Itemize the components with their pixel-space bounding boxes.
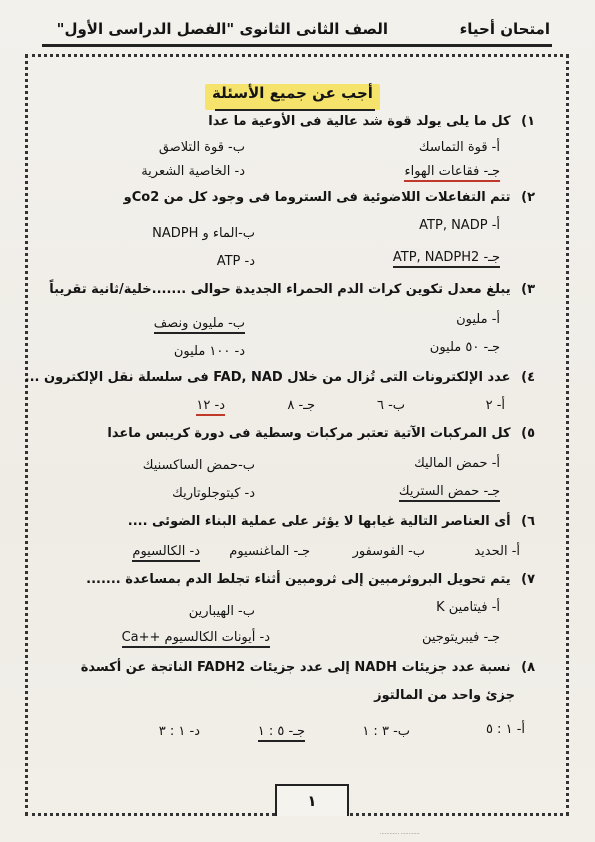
q4-option-b[interactable]: ب- ٦ <box>376 398 405 413</box>
question-text: يبلغ معدل تكوين كرات الدم الحمراء الجديدة حوالى .......خلية/ثانية تقريباً <box>49 282 511 297</box>
q8-option-d[interactable]: د- ١ : ٣ <box>158 724 200 739</box>
grade-title <box>57 20 388 38</box>
q3-option-c[interactable]: جـ- ٥٠ مليون <box>429 340 500 355</box>
question-text: نسبة عدد جزيئات NADH إلى عدد جزيئات FADH2 الناتجة عن أكسدة <box>80 660 511 675</box>
q7-option-d[interactable] <box>122 630 270 645</box>
question-number: ٤) <box>521 370 535 385</box>
question-text: أى العناصر التالية غيابها لا يؤثر على عملية البناء الضوئى .... <box>127 514 511 529</box>
answer-underline: جـ- ٥ : ١ <box>258 724 305 742</box>
q1-option-d[interactable]: د- الخاصية الشعرية <box>141 164 245 179</box>
question-8 <box>81 660 535 675</box>
instruction-banner: أجب عن جميع الأسئلة <box>205 84 380 110</box>
q6-option-c[interactable]: جـ- الماغنسيوم <box>229 544 310 559</box>
q4-option-d[interactable] <box>196 398 225 413</box>
question-text: تتم التفاعلات اللاضوئية فى الستروما فى وجود كل من Co2و <box>123 190 511 205</box>
question-text: كل ما يلى يولد قوة شد عالية فى الأوعية ما عدا <box>208 114 511 129</box>
question-8-continued: جزئ واحد من المالتوز <box>374 688 515 703</box>
question-text: عدد الإلكترونات التى تُزال من خلال FAD, NAD فى سلسلة نقل الإلكترون ... <box>24 370 511 385</box>
question-number: ٣) <box>521 282 535 297</box>
answer-underline: جـ- حمض الستريك <box>399 484 500 502</box>
q8-option-c[interactable] <box>258 724 305 739</box>
question-number: ٨) <box>521 660 535 675</box>
q6-option-b[interactable]: ب- الفوسفور <box>352 544 425 559</box>
q2-option-d[interactable]: د- ATP <box>216 254 255 269</box>
answer-underline: د- الكالسيوم <box>132 544 200 562</box>
footer-text: ............ ............ <box>380 830 420 836</box>
q2-option-c[interactable] <box>393 250 500 265</box>
header-divider <box>42 44 552 47</box>
question-number: ٢) <box>521 190 535 205</box>
q7-option-b[interactable]: ب- الهيبارين <box>188 604 255 619</box>
answer-underline: جـ- فقاعات الهواء <box>404 164 500 182</box>
question-number: ٦) <box>521 514 535 529</box>
question-1 <box>208 114 535 129</box>
q6-option-a[interactable]: أ- الحديد <box>474 544 520 559</box>
q3-option-d[interactable]: د- ١٠٠ مليون <box>173 344 245 359</box>
q5-option-b[interactable]: ب-حمض الساكسنيك <box>142 458 255 473</box>
q8-option-a[interactable]: أ- ١ : ٥ <box>485 722 525 737</box>
q4-option-c[interactable]: جـ- ٨ <box>287 398 315 413</box>
question-4 <box>25 370 535 385</box>
q1-option-b[interactable]: ب- قوة التلاصق <box>158 140 245 155</box>
q4-option-a[interactable]: أ- ٢ <box>485 398 505 413</box>
question-6 <box>128 514 535 529</box>
exam-brand: امتحان أحياء <box>459 20 550 38</box>
q1-option-a[interactable]: أ- قوة التماسك <box>418 140 500 155</box>
instruction-underline <box>215 109 375 111</box>
question-number: ٧) <box>521 572 535 587</box>
grade-title-text: الصف الثانى الثانوى <box>239 20 388 38</box>
answer-underline: د- أيونات الكالسيوم ++Ca <box>122 630 270 648</box>
question-number: ١) <box>521 114 535 129</box>
q8-option-b[interactable]: ب- ٣ : ١ <box>362 724 410 739</box>
answer-underline: جـ- ATP, NADPH2 <box>393 250 500 268</box>
question-number: ٥) <box>521 426 535 441</box>
page-header <box>38 18 558 44</box>
q2-option-a[interactable]: أ- ATP, NADP <box>419 218 500 233</box>
q3-option-a[interactable]: أ- مليون <box>456 312 500 327</box>
q5-option-c[interactable] <box>399 484 500 499</box>
page-number: ١ <box>275 784 349 816</box>
q7-option-c[interactable]: جـ- فيبريتوجين <box>421 630 500 645</box>
question-text: كل المركبات الآتية تعتبر مركبات وسطية فى دورة كريبس ماعدا <box>107 426 511 441</box>
term-title: "الفصل الدراسى الأول" <box>56 20 235 38</box>
question-7 <box>86 572 535 587</box>
answer-underline: د- ١٢ <box>196 398 225 416</box>
q7-option-a[interactable]: أ- فيتامين K <box>436 600 500 615</box>
q2-option-b[interactable]: ب-الماء و NADPH <box>152 226 255 241</box>
answer-underline: ب- مليون ونصف <box>154 316 245 334</box>
question-text: يتم تحويل البروثرمبين إلى ثرومبين أثناء تجلط الدم بمساعدة ....... <box>86 572 511 587</box>
q3-option-b[interactable] <box>154 316 245 331</box>
question-3 <box>49 282 535 297</box>
q5-option-a[interactable]: أ- حمض الماليك <box>414 456 500 471</box>
question-5 <box>107 426 535 441</box>
q6-option-d[interactable] <box>132 544 200 559</box>
question-2 <box>124 190 535 205</box>
q5-option-d[interactable]: د- كيتوجلوتاريك <box>172 486 255 501</box>
q1-option-c[interactable] <box>404 164 500 179</box>
